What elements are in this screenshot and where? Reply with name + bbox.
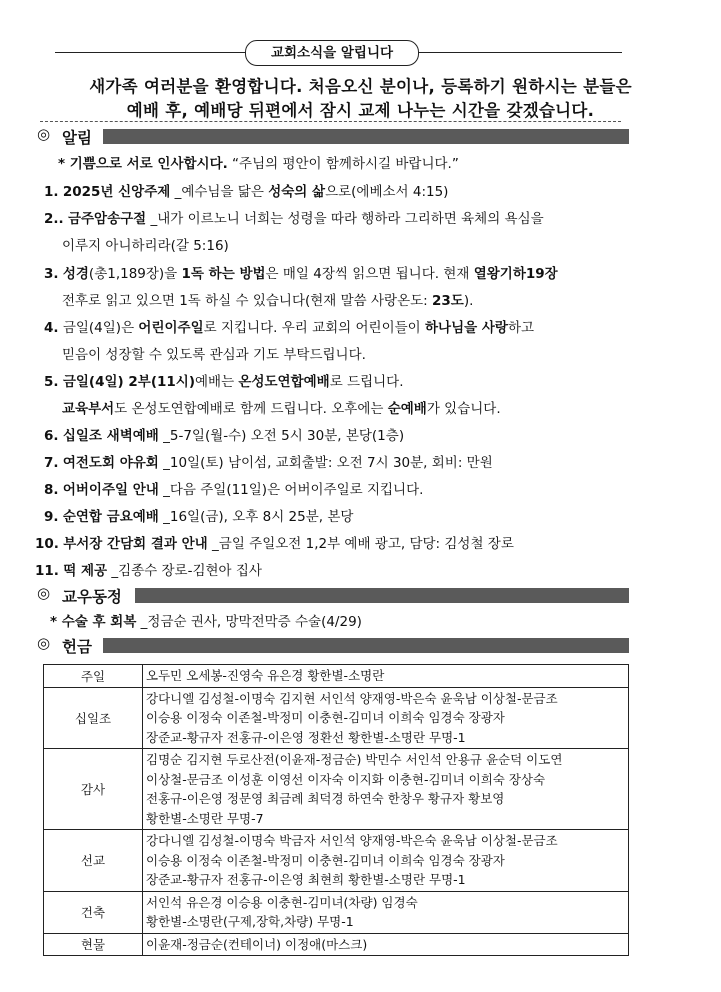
category-cell: 주일	[44, 665, 143, 688]
notice-item-2: 2.. 금주암송구절 _내가 이르노니 너희는 성령을 따라 행하라 그리하면 육체의 욕심을	[44, 211, 544, 227]
names-cell	[143, 891, 629, 933]
section-fellowship	[37, 585, 629, 605]
category-cell: 감사	[44, 749, 143, 830]
names-line: 전홍규-이은영 정문영 최금례 최덕경 하연숙 한창우 황규자 황보영	[146, 791, 505, 806]
notice-item-4: 4. 금일(4일)은 어린이주일로 지킵니다. 우리 교회의 어린이들이 하나님을 사랑하고	[44, 320, 535, 336]
section-label: 교우동정	[62, 588, 122, 606]
table-row	[44, 687, 629, 749]
circle-bullet-icon: ◎	[37, 584, 51, 602]
names-line: 강다니엘 김성철-이명숙 김지현 서인석 양재영-박은숙 윤욱남 이상철-문금조	[146, 690, 558, 706]
names-line: 황한별-소명란 무명-7	[146, 810, 264, 826]
names-line: 이승용 이정숙 이존철-박정미 이충현-김미녀 이희숙 임경숙 장광자	[146, 710, 505, 725]
category-cell: 현물	[44, 933, 143, 956]
section-notices	[37, 126, 629, 146]
section-label: 헌금	[62, 638, 92, 656]
notice-item-7: 7. 여전도회 야유회 _10일(토) 남이섬, 교회출발: 오전 7시 30분, 회비: 만원	[44, 455, 493, 471]
title-rule-left	[55, 52, 245, 53]
names-line: 강다니엘 김성철-이명숙 박금자 서인석 양재영-박은숙 윤욱남 이상철-문금조	[146, 833, 558, 848]
notice-item-9: 9. 순연합 금요예배 _16일(금), 오후 8시 25분, 본당	[44, 509, 354, 525]
section-offering	[37, 635, 629, 655]
header-divider	[40, 121, 621, 122]
category-cell: 십일조	[44, 687, 143, 749]
names-cell	[143, 749, 629, 830]
table-row	[44, 665, 629, 688]
table-row	[44, 891, 629, 933]
notice-item-3: 3. 성경(총1,189장)을 1독 하는 방법은 매일 4장씩 읽으면 됩니다. 현재 열왕기하19장	[44, 266, 558, 282]
notice-item-1: 1. 2025년 신앙주제 _예수님을 닮은 성숙의 삶으로(에베소서 4:15)	[44, 184, 449, 200]
section-bar	[103, 129, 629, 144]
notice-item-3-cont: 전후로 읽고 있으면 1독 하실 수 있습니다(현재 말씀 사랑온도: 23도).	[62, 293, 474, 309]
table-row	[44, 749, 629, 830]
notice-item-2-cont: 이루지 아니하리라(갈 5:16)	[62, 238, 229, 254]
names-line: 서인석 유은경 이승용 이충현-김미녀(차량) 임경숙	[146, 894, 418, 910]
circle-bullet-icon: ◎	[37, 125, 51, 143]
page-title: 교회소식을 알립니다	[245, 40, 419, 66]
names-cell	[143, 830, 629, 892]
title-rule-right	[417, 52, 622, 53]
table-row	[44, 830, 629, 892]
section-label: 알림	[62, 129, 92, 147]
names-line: 이상철-문금조 이성훈 이영선 이자숙 이지화 이충현-김미녀 이희숙 장상숙	[146, 771, 546, 787]
section-bar	[135, 588, 629, 603]
notice-item-11: 11. 떡 제공 _김종수 장로-김현아 집사	[35, 563, 262, 579]
fellowship-line: * 수술 후 회복 _정금순 권사, 망막전막증 수술(4/29)	[50, 614, 362, 630]
notice-item-4-cont: 믿음이 성장할 수 있도록 관심과 기도 부탁드립니다.	[62, 347, 366, 363]
names-line: 이승용 이정숙 이존철-박정미 이충현-김미녀 이희숙 임경숙 장광자	[146, 852, 505, 868]
notice-item-8: 8. 어버이주일 안내 _다음 주일(11일)은 어버이주일로 지킵니다.	[44, 482, 424, 498]
table-row	[44, 933, 629, 956]
notice-item-5-cont: 교육부서도 온성도연합예배로 함께 드립니다. 오후에는 순예배가 있습니다.	[62, 401, 501, 417]
names-line: 이윤재-정금순(컨테이너) 이정애(마스크)	[146, 936, 368, 952]
names-line: 김명순 김지현 두로산전(이윤재-정금순) 박민수 서인석 안용규 윤순덕 이도연	[146, 752, 563, 767]
names-cell	[143, 933, 629, 956]
notice-item-10: 10. 부서장 간담회 결과 안내 _금일 주일오전 1,2부 예배 광고, 담당: 김성철 장로	[35, 536, 514, 552]
welcome-line-2: 예배 후, 예배당 뒤편에서 잠시 교제 나누는 시간을 갖겠습니다.	[126, 101, 595, 120]
notice-item-5: 5. 금일(4일) 2부(11시)예배는 온성도연합예배로 드립니다.	[44, 374, 404, 390]
notice-item-6: 6. 십일조 새벽예배 _5-7일(월-수) 오전 5시 30분, 본당(1층)	[44, 428, 405, 444]
names-line: 오두민 오세봉-진영숙 유은경 황한별-소명란	[146, 668, 385, 683]
names-line: 장준교-황규자 전홍규-이은영 최현희 황한별-소명란 무명-1	[146, 872, 466, 887]
names-line: 황한별-소명란(구제,장학,차량) 무명-1	[146, 914, 354, 929]
circle-bullet-icon: ◎	[37, 634, 51, 652]
category-cell: 선교	[44, 830, 143, 892]
names-cell	[143, 687, 629, 749]
names-line: 장준교-황규자 전홍규-이은영 정환선 황한별-소명란 무명-1	[146, 729, 466, 745]
welcome-line-1: 새가족 여러분을 환영합니다. 처음오신 분이나, 등록하기 원하시는 분들은	[89, 77, 632, 96]
names-cell	[143, 665, 629, 688]
greeting-line: * 기쁨으로 서로 인사합시다. “주님의 평안이 함께하시길 바랍니다.”	[58, 156, 459, 172]
category-cell: 건축	[44, 891, 143, 933]
section-bar	[103, 638, 629, 653]
offering-table	[43, 664, 629, 956]
